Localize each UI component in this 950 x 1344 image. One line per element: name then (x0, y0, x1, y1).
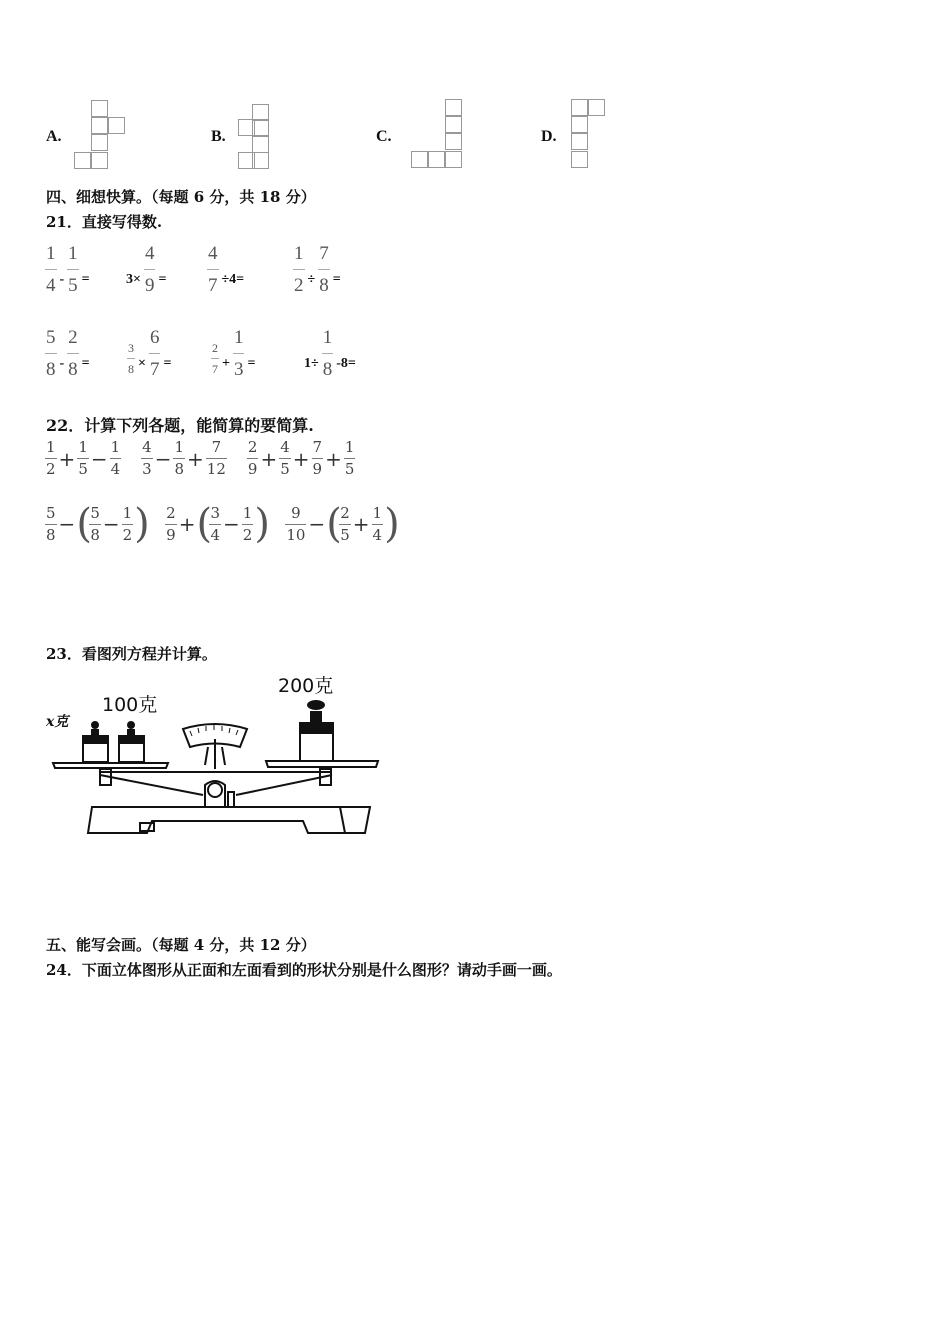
operator: − (90, 446, 108, 471)
fraction (122, 503, 134, 544)
numerator: 3 (210, 503, 221, 522)
denominator: 5 (280, 460, 290, 478)
numerator: 4 (142, 438, 152, 456)
operator: 1÷ (304, 356, 319, 371)
fraction-bar (149, 353, 161, 354)
fraction (242, 503, 254, 544)
200-gram-label: 200克 (278, 675, 334, 697)
q22-expr (44, 440, 122, 477)
numerator: 2 (212, 341, 218, 355)
fraction-bar (372, 524, 384, 525)
fraction (45, 244, 57, 295)
option-b-label: B. (211, 128, 226, 145)
operator: + (352, 512, 370, 536)
numerator: 1 (174, 438, 185, 456)
denominator: 8 (319, 275, 329, 296)
fraction (318, 244, 330, 295)
operator: + (325, 446, 342, 471)
operator: − (58, 512, 76, 536)
q21-expr (292, 244, 343, 295)
denominator: 8 (68, 359, 78, 380)
numerator: 2 (247, 438, 258, 456)
q21-row-2 (44, 328, 358, 379)
numerator: 1 (46, 438, 56, 456)
q21-expr (44, 244, 124, 295)
fraction-bar (67, 353, 79, 354)
numerator: 1 (110, 438, 121, 456)
fraction (149, 328, 161, 379)
q22-expr (284, 501, 400, 547)
fraction (344, 440, 356, 477)
fraction-bar (339, 524, 351, 525)
operator: = (247, 356, 256, 371)
left-paren: ( (76, 501, 92, 547)
fraction (209, 503, 221, 544)
denominator: 8 (46, 525, 56, 544)
denominator: 5 (78, 460, 88, 478)
fraction (293, 244, 305, 295)
denominator: 5 (340, 525, 350, 544)
q21-expr (206, 244, 292, 295)
numerator: 2 (68, 327, 78, 348)
fraction (45, 440, 57, 477)
q21-expr (126, 328, 210, 379)
numerator: 1 (122, 503, 133, 522)
q22-expr (44, 501, 150, 547)
fraction-bar (233, 353, 245, 354)
option-c-label: C. (376, 128, 392, 145)
operator: + (187, 446, 204, 471)
numerator: 4 (208, 243, 218, 264)
parenthesized-group (326, 501, 400, 547)
fraction-bar (45, 524, 57, 525)
numerator: 1 (46, 243, 56, 264)
q21-row-1 (44, 244, 343, 295)
fraction-bar (122, 524, 134, 525)
fraction-bar (165, 524, 177, 525)
q22-expr (246, 440, 356, 477)
right-paren: ) (384, 501, 400, 547)
fraction (233, 328, 245, 379)
numerator: 4 (280, 438, 290, 456)
right-paren: ) (254, 501, 270, 547)
q21-expr (210, 328, 302, 379)
q22-title: 22．计算下列各题，能简算的要简算. (46, 416, 314, 435)
denominator: 7 (208, 275, 218, 296)
fraction (89, 503, 101, 544)
fraction-bar (318, 269, 330, 270)
fraction (207, 244, 219, 295)
denominator: 2 (242, 525, 253, 544)
fraction (211, 342, 219, 375)
denominator: 5 (68, 275, 78, 296)
numerator: 2 (340, 503, 350, 522)
q21-expr (124, 244, 206, 295)
operator: − (308, 512, 326, 536)
q21-title: 21．直接写得数. (46, 213, 163, 231)
fraction (67, 244, 79, 295)
fraction-bar (211, 358, 219, 359)
denominator: 5 (344, 460, 355, 478)
denominator: 4 (372, 525, 383, 544)
fraction-bar (127, 358, 135, 359)
fraction-bar (77, 458, 89, 459)
operator: − (102, 512, 120, 536)
denominator: 8 (128, 362, 134, 376)
denominator: 7 (212, 362, 218, 376)
operator: + (178, 512, 196, 536)
operator: − (223, 512, 240, 536)
fraction (77, 440, 89, 477)
denominator: 9 (312, 460, 323, 478)
operator: + (58, 446, 76, 471)
q21-expr (302, 328, 358, 379)
fraction-bar (89, 524, 101, 525)
denominator: 9 (144, 275, 155, 296)
operator: - (59, 356, 65, 371)
fraction (144, 244, 156, 295)
fraction (279, 440, 291, 477)
denominator: 2 (46, 460, 56, 478)
denominator: 8 (90, 525, 100, 544)
q22-row-2 (44, 501, 400, 547)
parenthesized-group (196, 501, 270, 547)
fraction (45, 328, 57, 379)
operator: ÷ (307, 272, 316, 287)
operator: − (154, 446, 172, 471)
left-paren: ( (196, 501, 213, 547)
numerator: 5 (46, 327, 56, 348)
numerator: 7 (211, 438, 222, 456)
operator: ÷4= (221, 272, 245, 287)
operator: + (260, 446, 278, 471)
numerator: 7 (312, 438, 323, 456)
fraction (206, 440, 227, 477)
fraction (67, 328, 79, 379)
fraction-bar (207, 269, 219, 270)
q22-row-1 (44, 440, 356, 477)
numerator: 2 (166, 503, 176, 522)
denominator: 4 (210, 525, 221, 544)
fraction-bar (141, 458, 153, 459)
fraction-bar (45, 269, 57, 270)
option-d-label: D. (541, 128, 557, 145)
q21-expr (44, 328, 126, 379)
operator: = (163, 356, 172, 371)
q22-expr (164, 501, 270, 547)
numerator: 6 (149, 327, 160, 348)
denominator: 9 (166, 525, 176, 544)
fraction-bar (242, 524, 254, 525)
fraction-bar (279, 458, 291, 459)
operator: × (138, 356, 146, 371)
fraction-bar (293, 269, 305, 270)
denominator: 7 (149, 359, 160, 380)
parenthesized-group (76, 501, 150, 547)
numerator: 5 (90, 503, 100, 522)
fraction-bar (45, 458, 57, 459)
numerator: 3 (128, 341, 134, 355)
fraction-bar (206, 458, 227, 459)
denominator: 2 (122, 525, 133, 544)
fraction (165, 503, 177, 544)
operator: = (158, 272, 167, 287)
operator: + (292, 446, 310, 471)
q22-expr (140, 440, 228, 477)
numerator: 1 (233, 327, 244, 348)
fraction (45, 503, 57, 544)
fraction-bar (67, 269, 79, 270)
numerator: 1 (78, 438, 88, 456)
numerator: 1 (294, 243, 304, 264)
q23-title: 23．看图列方程并计算。 (46, 645, 217, 663)
right-paren: ) (134, 501, 150, 547)
numerator: 7 (319, 243, 329, 264)
operator: -8= (336, 356, 356, 371)
fraction-bar (209, 524, 221, 525)
numerator: 1 (242, 503, 253, 522)
numerator: 1 (322, 327, 333, 348)
denominator: 2 (294, 275, 304, 296)
fraction (141, 440, 153, 477)
denominator: 4 (110, 460, 121, 478)
fraction (173, 440, 185, 477)
fraction-bar (312, 458, 324, 459)
x-gram-label: x克 (46, 714, 69, 730)
denominator: 8 (322, 359, 333, 380)
fraction (322, 328, 334, 379)
numerator: 1 (344, 438, 355, 456)
numerator: 9 (291, 503, 301, 522)
numerator: 4 (144, 243, 155, 264)
fraction-bar (110, 458, 122, 459)
section-4-heading: 四、细想快算。（每题 6 分，共 18 分） (46, 188, 316, 206)
denominator: 3 (142, 460, 152, 478)
numerator: 1 (372, 503, 383, 522)
fraction-bar (173, 458, 185, 459)
100-gram-label: 100克 (102, 694, 158, 716)
fraction-bar (344, 458, 356, 459)
operator: = (332, 272, 341, 287)
fraction-bar (45, 353, 57, 354)
fraction (110, 440, 122, 477)
fraction-bar (322, 353, 334, 354)
fraction (339, 503, 351, 544)
fraction (285, 503, 306, 544)
fraction (372, 503, 384, 544)
fraction-bar (247, 458, 259, 459)
fraction-bar (285, 524, 306, 525)
denominator: 3 (233, 359, 244, 380)
denominator: 10 (286, 525, 306, 544)
denominator: 12 (206, 460, 226, 478)
operator: + (222, 356, 230, 371)
operator: - (59, 272, 65, 287)
numerator: 5 (46, 503, 56, 522)
denominator: 8 (46, 359, 56, 380)
fraction (312, 440, 324, 477)
operator: = (81, 356, 90, 371)
denominator: 4 (46, 275, 56, 296)
option-a-label: A. (46, 128, 62, 145)
denominator: 9 (247, 460, 258, 478)
operator: = (81, 272, 90, 287)
balance-scale-figure (40, 665, 390, 845)
operator: 3× (126, 272, 141, 287)
left-paren: ( (326, 501, 342, 547)
q24-text: 24．下面立体图形从正面和左面看到的形状分别是什么图形？请动手画一画。 (46, 961, 562, 979)
numerator: 1 (68, 243, 78, 264)
fraction (127, 342, 135, 375)
fraction (247, 440, 259, 477)
denominator: 8 (174, 460, 185, 478)
fraction-bar (144, 269, 156, 270)
section-5-heading: 五、能写会画。（每题 4 分，共 12 分） (46, 936, 316, 954)
